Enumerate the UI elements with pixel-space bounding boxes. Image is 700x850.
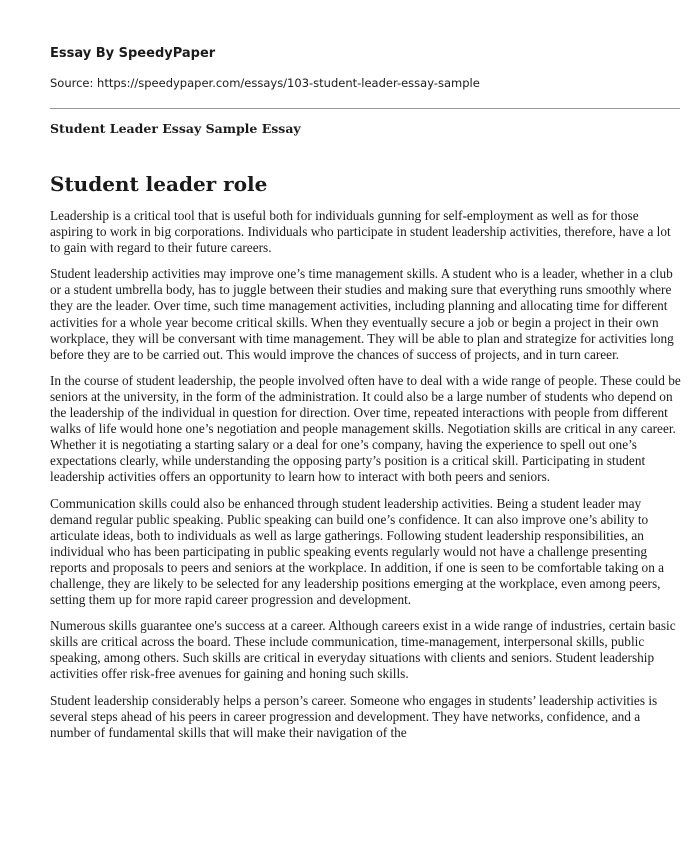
paragraph: Student leadership considerably helps a person’s career. Someone who engages in students’ leadership activities is several steps ahead of his peers in career progression and development. They have networks, confidence, and a number of fundamental skills that will make their navigation of the xyxy=(50,692,658,740)
article-body xyxy=(50,208,682,751)
article-title: Student leader role xyxy=(50,172,268,196)
source-line: Source: https://speedypaper.com/essays/103-student-leader-essay-sample xyxy=(50,76,480,90)
paragraph: Communication skills could also be enhanced through student leadership activities. Being a student leader may demand regular public speaking. Public speaking can build one’s confidence. It can also improve one’s ability to articulate ideas, both to individuals as well as large gatherings. Following student leadership responsibilities, an individual who has been participating in public speaking events regularly would not have a challenge presenting reports and proposals to peers and seniors at the workplace. In addition, if one is seen to be comfortable taking on a challenge, they are likely to be selected for any leadership positions emerging at the workplace, even among peers, setting them up for more rapid career progression and development. xyxy=(50,495,665,608)
paragraph: In the course of student leadership, the people involved often have to deal with a wide range of people. These could be seniors at the university, in the form of the administration. It could also be a large number of students who depend on the leadership of the individual in question for direction. Over time, repeated interactions with people from different walks of life would hone one’s negotiation and people management skills. Negotiation skills are critical in any career. Whether it is negotiating a starting salary or a deal for one’s company, having the experience to spell out one’s expectations clearly, while understanding the opposing party’s position is a critical skill. Participating in student leadership activities offers an opportunity to learn how to interact with both peers and seniors. xyxy=(50,372,681,485)
paragraph: Student leadership activities may improve one’s time management skills. A student who is a leader, whether in a club or a student umbrella body, has to juggle between their studies and making sure that everything runs smoothly where they are the leader. Over time, such time management activities, including planning and allocating time for different activities for a whole year become critical skills. When they eventually secure a job or begin a project in their own workplace, they will be conversant with time management. They will be able to plan and strategize for activities long before they are to be carried out. This would improve the chances of success of projects, and in turn career. xyxy=(50,266,674,362)
document-header-title: Essay By SpeedyPaper xyxy=(50,46,216,61)
paragraph: Numerous skills guarantee one's success at a career. Although careers exist in a wide range of industries, certain basic skills are critical across the board. These include communication, time-management, interpersonal skills, public speaking, among others. Such skills are critical in everyday situations with clients and seniors. Student leadership activities offer risk-free avenues for gaining and honing such skills. xyxy=(50,618,676,682)
paragraph: Leadership is a critical tool that is useful both for individuals gunning for self-employment as well as for those aspiring to work in big corporations. Individuals who participate in student leadership activities, therefore, have a lot to gain with regard to their future careers. xyxy=(50,208,671,256)
essay-heading: Student Leader Essay Sample Essay xyxy=(50,121,301,136)
header-divider xyxy=(50,108,680,109)
